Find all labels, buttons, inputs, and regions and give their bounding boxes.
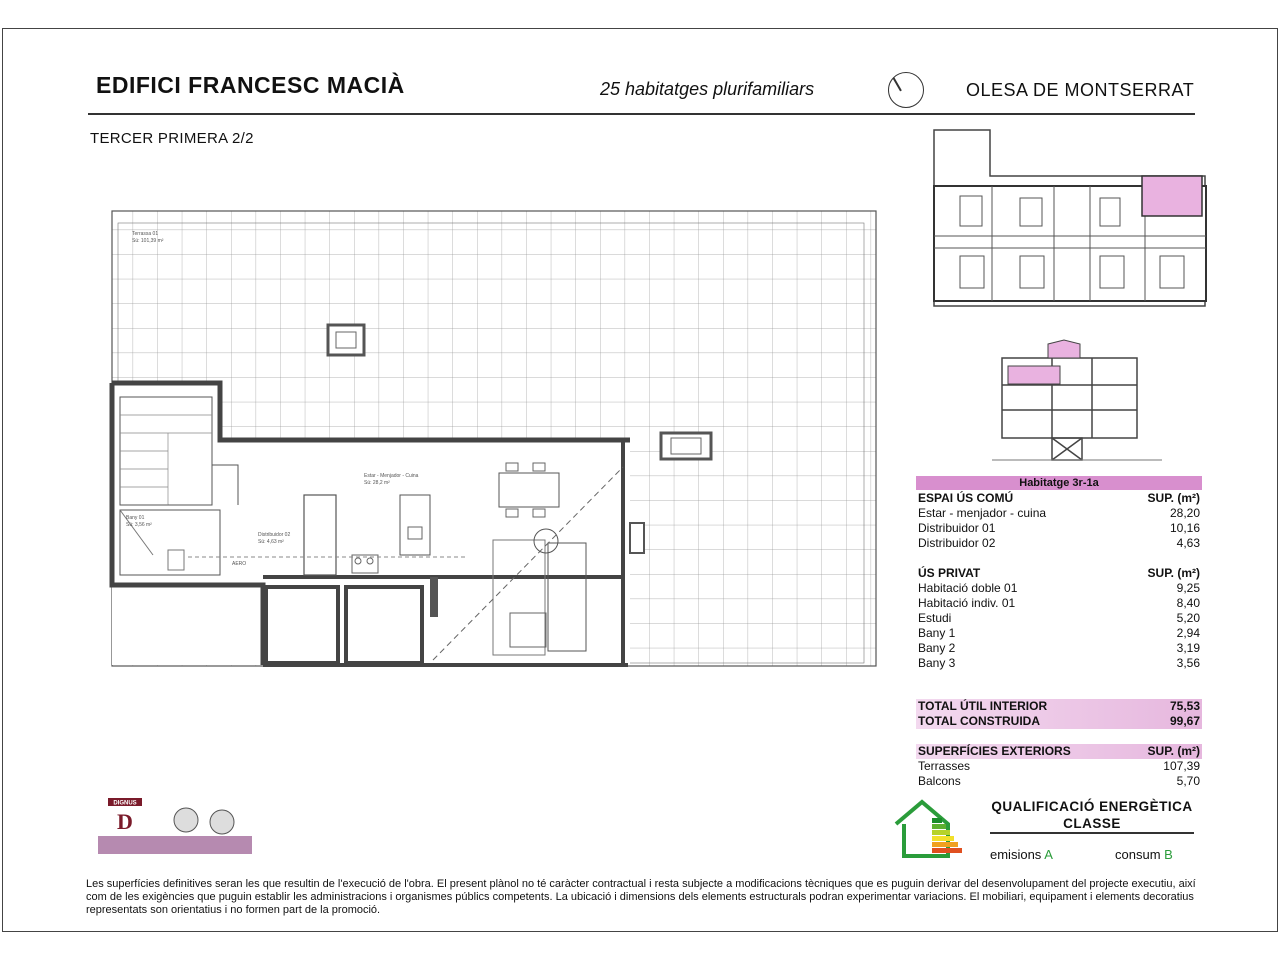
column-header: SUP. (m²) xyxy=(1147,566,1200,580)
energy-house-icon xyxy=(892,798,968,860)
row-value: 3,56 xyxy=(1176,656,1200,670)
room-label: Bany 01 xyxy=(126,515,145,521)
dignus-logo xyxy=(98,796,252,854)
table-row xyxy=(916,536,1202,551)
row-value: 5,70 xyxy=(1176,774,1200,788)
table-row xyxy=(916,581,1202,596)
room-label: AERO xyxy=(232,561,247,567)
energy-divider xyxy=(990,832,1194,834)
section-header: SUPERFÍCIES EXTERIORS xyxy=(918,744,1071,758)
exterior-table xyxy=(916,744,1202,789)
logo-letter: D xyxy=(117,809,133,834)
building-section xyxy=(992,330,1167,470)
row-value: 28,20 xyxy=(1169,506,1200,520)
row-label: TOTAL CONSTRUIDA xyxy=(918,714,1040,728)
header-divider xyxy=(88,113,1195,115)
energy-title xyxy=(990,798,1194,832)
row-value: 75,53 xyxy=(1169,699,1200,713)
emissions-grade: A xyxy=(1044,847,1053,862)
row-label: Estudi xyxy=(918,611,952,625)
table-row xyxy=(916,641,1202,656)
row-label: Distribuidor 01 xyxy=(918,521,996,535)
total-useful-row xyxy=(916,699,1202,714)
row-label: Balcons xyxy=(918,774,961,788)
floor-plan xyxy=(108,205,878,670)
building-subtitle: 25 habitatges plurifamiliars xyxy=(600,79,815,99)
row-label: Distribuidor 02 xyxy=(918,536,996,550)
skylight xyxy=(328,325,364,355)
emissions-rating xyxy=(990,847,1053,862)
table-row xyxy=(916,656,1202,671)
row-value: 10,16 xyxy=(1169,521,1200,535)
row-value: 99,67 xyxy=(1169,714,1200,728)
table-row xyxy=(916,596,1202,611)
table-header-row xyxy=(916,566,1202,581)
room-area: Sú: 3,56 m² xyxy=(126,522,152,528)
column-header: SUP. (m²) xyxy=(1147,744,1200,758)
row-value: 9,25 xyxy=(1176,581,1200,595)
table-row xyxy=(916,626,1202,641)
unit-label: TERCER PRIMERA 2/2 xyxy=(90,130,254,147)
table-header-row xyxy=(916,744,1202,759)
table-row xyxy=(916,506,1202,521)
row-value: 107,39 xyxy=(1163,759,1200,773)
room-label: Terrassa 01 xyxy=(132,231,159,237)
row-value: 8,40 xyxy=(1176,596,1200,610)
key-plan xyxy=(930,126,1220,316)
location-label: OLESA DE MONTSERRAT xyxy=(966,80,1195,100)
consumption-rating xyxy=(1115,847,1173,862)
row-label: Bany 3 xyxy=(918,656,956,670)
row-label: Terrasses xyxy=(918,759,971,773)
skylight xyxy=(661,433,711,459)
consumption-grade: B xyxy=(1164,847,1173,862)
building-title: EDIFICI FRANCESC MACIÀ xyxy=(96,72,405,98)
section-header: ÚS PRIVAT xyxy=(918,566,981,580)
table-row xyxy=(916,774,1202,789)
consumption-label: consum xyxy=(1115,847,1161,862)
row-label: Habitació indiv. 01 xyxy=(918,596,1016,610)
highlighted-roof xyxy=(1048,340,1080,358)
figure-illustration xyxy=(174,808,198,832)
unit-header: Habitatge 3r-1a xyxy=(916,476,1202,490)
row-label: Habitació doble 01 xyxy=(918,581,1018,595)
column-header: SUP. (m²) xyxy=(1147,491,1200,505)
energy-title-line1: QUALIFICACIÓ ENERGÈTICA xyxy=(991,799,1193,814)
figure-illustration xyxy=(210,810,234,834)
row-value: 4,63 xyxy=(1176,536,1200,550)
row-value: 2,94 xyxy=(1176,626,1200,640)
row-label: Bany 1 xyxy=(918,626,956,640)
section-header: ESPAI ÚS COMÚ xyxy=(918,491,1014,505)
energy-title-line2: CLASSE xyxy=(1063,816,1121,831)
common-space-table xyxy=(916,491,1202,551)
total-built-row xyxy=(916,714,1202,729)
room-label: Distribuidor 02 xyxy=(258,532,291,538)
private-space-table xyxy=(916,566,1202,671)
room-area: Sú: 28,2 m² xyxy=(364,480,390,486)
highlighted-floor xyxy=(1008,366,1060,384)
row-value: 3,19 xyxy=(1176,641,1200,655)
row-label: Bany 2 xyxy=(918,641,956,655)
row-label: Estar - menjador - cuina xyxy=(918,506,1047,520)
row-value: 5,20 xyxy=(1176,611,1200,625)
logo-brand: DIGNUS xyxy=(113,800,137,807)
room-label: Estar - Menjador - Cuina xyxy=(364,473,419,479)
row-label: TOTAL ÚTIL INTERIOR xyxy=(918,699,1048,713)
room-area: Sú: 4,63 m² xyxy=(258,539,284,545)
table-row xyxy=(916,611,1202,626)
north-arrow-icon xyxy=(888,72,924,108)
table-row xyxy=(916,521,1202,536)
table-row xyxy=(916,759,1202,774)
emissions-label: emisions xyxy=(990,847,1042,862)
table-header-row xyxy=(916,491,1202,506)
room-area: Sú: 101,39 m² xyxy=(132,238,164,244)
disclaimer-text: Les superfícies definitives seran les que resultin de l'execució de l'obra. El present plànol no té caràcter contractual i resta subjecte a modificacions tècniques que es puguin derivar del desenvolupament del projecte executiu, així com de les exigències que puguin establir les administracions i organismes públics competents. La ubicació i dimensions dels elements estructurals podran experimentar variacions. El mobiliari, equipament i elements decoratius representats son orientatius i no formen part de la promoció. xyxy=(86,878,1196,916)
totals-table xyxy=(916,699,1202,729)
highlighted-unit xyxy=(1142,176,1202,216)
